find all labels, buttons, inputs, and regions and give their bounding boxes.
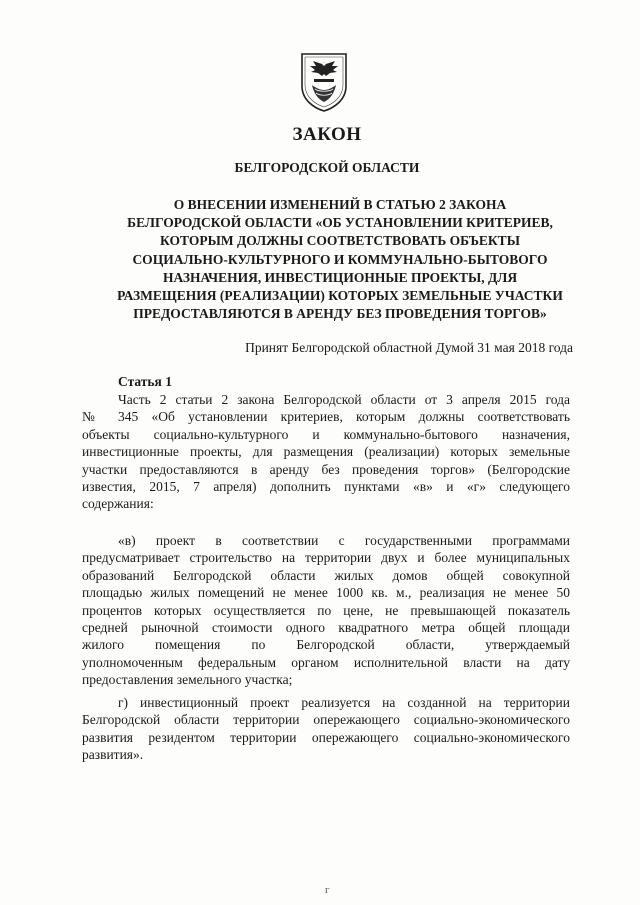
adoption-note: Принят Белгородской областной Думой 31 мая 2018 года [245,340,573,355]
text-line: образований Белгородской области жилых домов общей совокупной [82,567,570,583]
coat-of-arms-icon [300,52,348,112]
text-line: средней рыночной стоимости одного квадратного метра общей площади [82,620,570,636]
text-line: Белгородской области территории опережающего социально-экономического [82,712,570,728]
law-subject-line: СОЦИАЛЬНО-КУЛЬТУРНОГО И КОММУНАЛЬНО-БЫТОВОГО [132,251,548,267]
page-mark: г [325,884,330,896]
text-line: процентов которых осуществляется по цене, не превышающей показатель [82,602,570,618]
paragraph-amendment-intro [82,391,570,513]
text-line: известия, 2015, 7 апреля) дополнить пунктами «в» и «г» следующего [82,479,570,495]
text-line: предоставления земельного участка; [82,672,293,688]
paragraph-item-v [82,532,570,689]
law-subject-line: БЕЛГОРОДСКОЙ ОБЛАСТИ «ОБ УСТАНОВЛЕНИИ КРИТЕРИЕВ, [127,215,553,231]
law-subject [70,196,610,323]
article-heading: Статья 1 [118,374,172,389]
text-line: инвестиционные проекты, для размещения (реализации) которых земельные [82,444,570,460]
law-subject-line: КОТОРЫМ ДОЛЖНЫ СООТВЕТСТВОВАТЬ ОБЪЕКТЫ [160,233,520,249]
text-line: г) инвестиционный проект реализуется на созданной на территории [118,695,570,710]
text-line: участки предоставляются в аренду без проведения торгов» (Белгородские [82,461,570,477]
law-subject-line: О ВНЕСЕНИИ ИЗМЕНЕНИЙ В СТАТЬЮ 2 ЗАКОНА [173,197,507,212]
text-line: уполномоченным федеральным органом исполнительной власти на дату [82,654,570,670]
region-title: БЕЛГОРОДСКОЙ ОБЛАСТИ [234,160,420,175]
text-line: содержания: [82,496,154,512]
law-subject-line: ПРЕДОСТАВЛЯЮТСЯ В АРЕНДУ БЕЗ ПРОВЕДЕНИЯ ТОРГОВ» [133,306,547,322]
text-line: Часть 2 статьи 2 закона Белгородской области от 3 апреля 2015 года [118,392,570,407]
text-line: развития». [82,747,144,763]
text-line: жилого помещения по Белгородской области, утверждаемый [82,637,570,653]
text-line: предусматривает строительство на территории двух и более муниципальных [82,550,570,566]
law-subject-line: НАЗНАЧЕНИЯ, ИНВЕСТИЦИОННЫЕ ПРОЕКТЫ, ДЛЯ [162,269,518,285]
law-subject-line: РАЗМЕЩЕНИЯ (РЕАЛИЗАЦИИ) КОТОРЫХ ЗЕМЕЛЬНЫЕ УЧАСТКИ [117,288,563,304]
text-line: «в) проект в соответствии с государственными программами [118,533,570,548]
text-line: развития резидентом территории опережающего социально-экономического [82,729,570,745]
law-title: ЗАКОН [292,124,362,145]
text-line: площадью жилых помещений не менее 1000 кв. м., реализация не менее 50 [82,585,570,601]
text-line: объекты социально-культурного и коммунально-бытового назначения, [82,426,570,442]
text-line: № 345 «Об установлении критериев, которым должны соответствовать [82,409,570,425]
paragraph-item-g [82,694,570,764]
